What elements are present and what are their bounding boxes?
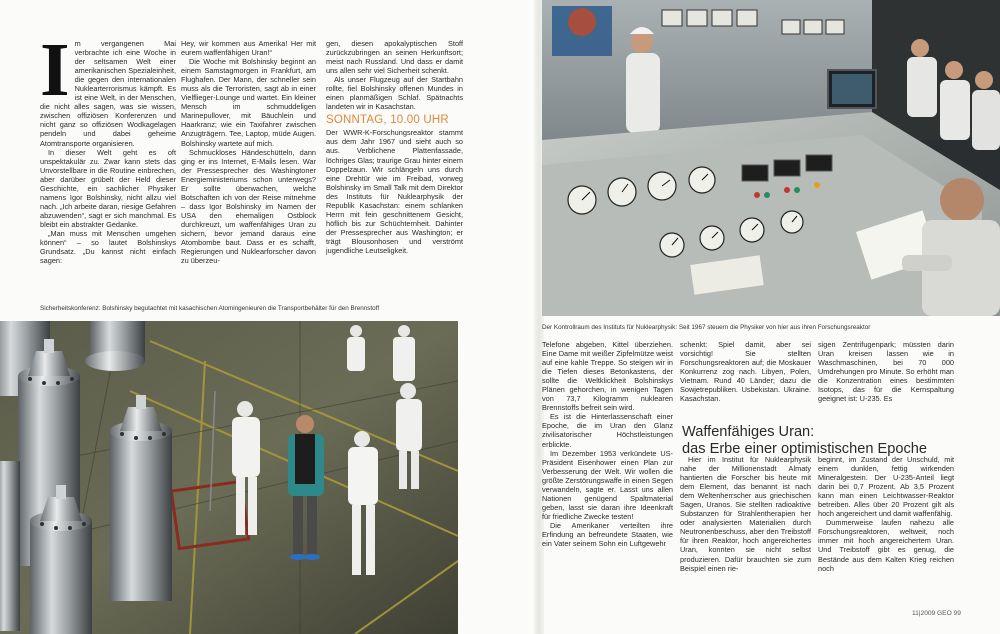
paragraph: Es ist die Hinterlassenschaft einer Epoche, die im Uran den Glanz zivilisatorischer Höchstleistungen erblickte. bbox=[542, 412, 673, 449]
right-column-3-bottom bbox=[818, 455, 954, 573]
paragraph: Die Amerikaner verteilten ihre Erfindung an befreundete Staaten, wie ein Vater seinem Sohn ein Luftgewehr bbox=[542, 520, 673, 549]
paragraph: Dummerweise laufen nahezu alle Forschungsreaktoren, weltweit, noch immer mit hoch angereichertem Uran. Und Treibstoff gibt es genug, die Bestände aus dem Kalten Krieg reichen noch bbox=[818, 518, 954, 573]
paragraph: Telefone abgeben, Kittel überziehen. Eine Dame mit weißer Zipfelmütze weist auf eine kahle Treppe. So steigen wir in die Tiefen dieses Betonkastens, der sollte die Weltklickheit Bolshinskys Plänen gehorchen, in wenigen Tagen von 73,7 Kilogramm nuklearen Brennstoffs befreit sein wird. bbox=[542, 340, 674, 413]
paragraph: Im Dezember 1953 verkündete US-Präsident Eisenhower einen Plan zur Verbesserung der Welt. Wir wollen die größte Zerstörungswaffe in einen Segen verwandeln, sagte er. Lasst uns allen Nationen genügend Spaltmaterial geben, lasst sie daran ihre Ideenkraft für friedliche Zwecke testen! bbox=[542, 448, 673, 521]
paragraph: Als unser Flugzeug auf der Startbahn rollte, fiel Bolshinsky offenen Mundes in einen planmäßigen Schlaf. Spätnachts landeten wir in Kasachstan. bbox=[326, 75, 463, 112]
paragraph: beginnt, im Zustand der Unschuld, mit einem dunklen, fettig wirkenden Mineralgestein. Der U-235-Anteil liegt darin bei 0,7 Prozent. Ab 3,5 Prozent kann man einen Leichtwasser-Reaktor betreiben. Alles über 20 Prozent gilt als hoch angereichert und damit waffenfähig. bbox=[818, 455, 954, 519]
paragraph: „Man muss mit Menschen umgehen können“ – so lautet Bolshinskys Grundsatz. „Du kannst nicht einfach sagen: bbox=[40, 228, 176, 266]
paragraph: Schmuckloses Händeschütteln, dann ging er ins Internet, E-Mails lesen. War der Pressesprecher des Washingtoner Energieministeriums schon unterwegs? Er sollte überwachen, welche Botschaften ich von der Reise mitnehme – dass Igor Bolshinsky im Namen der USA den ehemaligen Ostblock durchkreuzt, um waffenfähiges Uran zu sichern, bevor jemand daraus eine Atombombe baut. Dass er es schafft, Regierungen und Nuklearforscher davon zu überzeu- bbox=[181, 147, 316, 266]
paragraph: Hier im Institut für Nuklearphysik nahe der Millionenstadt Almaty hantierten die Forscher bis heute mit dem Element, das benannt ist nach dem Weltenherrscher aus griechischen Sagen, Uranos. Sie stellten radioaktive Substanzen für Strahlentherapien her oder analysierten Materialien durch Neutronenbeschuss, aber den Treibstoff für ihren Reaktor, hoch angereichertes Uran, konnten sie nicht selbst produzieren. Dafür brauchten sie zum Beispiel einen rie- bbox=[680, 455, 811, 573]
paragraph: In dieser Welt geht es oft unspektakulär zu. Zwar kann stets das Unvorstellbare in die Routine einbrechen, aber darüber grübelt der Held dieser Geschichte, ein sachlicher Physiker namens Igor Bolshinsky, nicht allzu viel nach. „Ich arbeite daran, riesige Gefahren abzuwenden“, sagt er sich manchmal. Es bleibt ein abstrakter Gedanke. bbox=[40, 147, 176, 229]
paragraph: gen, diesen apokalyptischen Stoff zurückzubringen an seinen Herkunftsort; meist nach Russland. Und dass er damit uns allen sehr viel Sicherheit schenkt. bbox=[326, 39, 463, 76]
photo-caption-right: Der Kontrollraum des Instituts für Nuklearphysik: Seit 1967 steuern die Physiker von hier aus ihren Forschungsreaktor bbox=[542, 324, 871, 331]
left-column-1 bbox=[40, 28, 176, 266]
paragraph: Hey, wir kommen aus Amerika! Her mit eurem waffenfähigen Uran!“ bbox=[181, 39, 316, 58]
photo-caption-left: Sicherheitskonferenz: Bolshinsky begutachtet mit kasachischen Atomingenieuren die Transportbehälter für den Brennstoff bbox=[40, 305, 380, 312]
dropcap: I bbox=[40, 28, 70, 112]
section-heading-line-1: Waffenfähiges Uran: bbox=[682, 424, 815, 440]
photo-transport-containers bbox=[0, 321, 458, 634]
paragraph: Die Woche mit Bolshinsky beginnt an einem Samstagmorgen in Frankfurt, am Flughafen. Der Mann, der schneller sein muss als die Terroristen, sagt ab in einer Vielflieger-Lounge und wartet. Ein kleiner Mensch im schmuddeligen Marinepullover, mit Bäuchlein und Haarkranz; wie ein Taxifahrer zwischen Anzugträgern. Tee, Laptop, müde Augen. Bolshinsky wartete auf mich. bbox=[181, 57, 316, 148]
left-column-2 bbox=[181, 39, 316, 265]
page-number-folio: 11|2009 GEO 99 bbox=[912, 610, 961, 617]
paragraph: schenkt: Spiel damit, aber sei vorsichtig! Sie stellten Forschungsreaktoren auf; die Moskauer Konkurrenz zog nach. Libyen, Polen, Vietnam. Rund 40 Länder; dazu die Sowjetrepubliken. Usbekistan. Ukraine. Kasachstan. bbox=[680, 340, 811, 404]
photo-control-room bbox=[542, 0, 1000, 316]
right-column-2-top bbox=[680, 340, 811, 403]
right-column-2-bottom bbox=[680, 455, 811, 573]
section-subhead: SONNTAG, 10.00 UHR bbox=[326, 114, 449, 127]
paragraph: m vergangenen Mai verbrachte ich eine Woche in der seltsamen Welt einer amerikanischen Spezialeinheit, die gegen den internationalen Nuklearterrorismus kämpft. Es ist eine Welt, in der Menschen, die nicht alles sagen, was sie wissen, zwischen offiziösen Konferenzen und nicht ganz so offiziösen Wodkagelagen pendeln und dabei geheime Atomtransporte organisieren. bbox=[40, 39, 176, 148]
right-column-3-top bbox=[818, 340, 954, 403]
control-room-illustration bbox=[542, 0, 1000, 316]
paragraph: Der WWR-K-Forschungsreaktor stammt aus dem Jahr 1967 und sieht auch so aus. Verblichene Plattenfassade, löchriges Glas; traurige Grau hinter einem Doppelzaun. Wir schlängeln uns durch eine Drehtür wie im Freibad, vorweg Bolshinsky im Small Talk mit dem Direktor des Instituts für Nuklearphysik der Republik Kasachstan: einem schlanken Herrn mit fein geschnittenem Gesicht, höflich bis zur Schüchternheit. Dahinter der Pressesprecher aus Washington; er trägt Blousonhosen und verströmt jugendliche Leutseligkeit. bbox=[326, 128, 463, 255]
section-heading bbox=[682, 424, 954, 458]
section-heading-line-2: das Erbe einer optimistischen Epoche bbox=[682, 441, 927, 457]
left-column-3 bbox=[326, 39, 463, 255]
containers-illustration bbox=[0, 321, 458, 634]
right-column-1 bbox=[542, 340, 673, 548]
paragraph: sigen Zentrifugenpark; müssten darin Uran kreisen lassen wie in Waschmaschinen, bei 70 000 Umdrehungen pro Minute. So erhöht man die Konzentration eines bestimmten Isotops, das für die Kernspaltung geeignet ist: U-235. Es bbox=[818, 340, 954, 404]
